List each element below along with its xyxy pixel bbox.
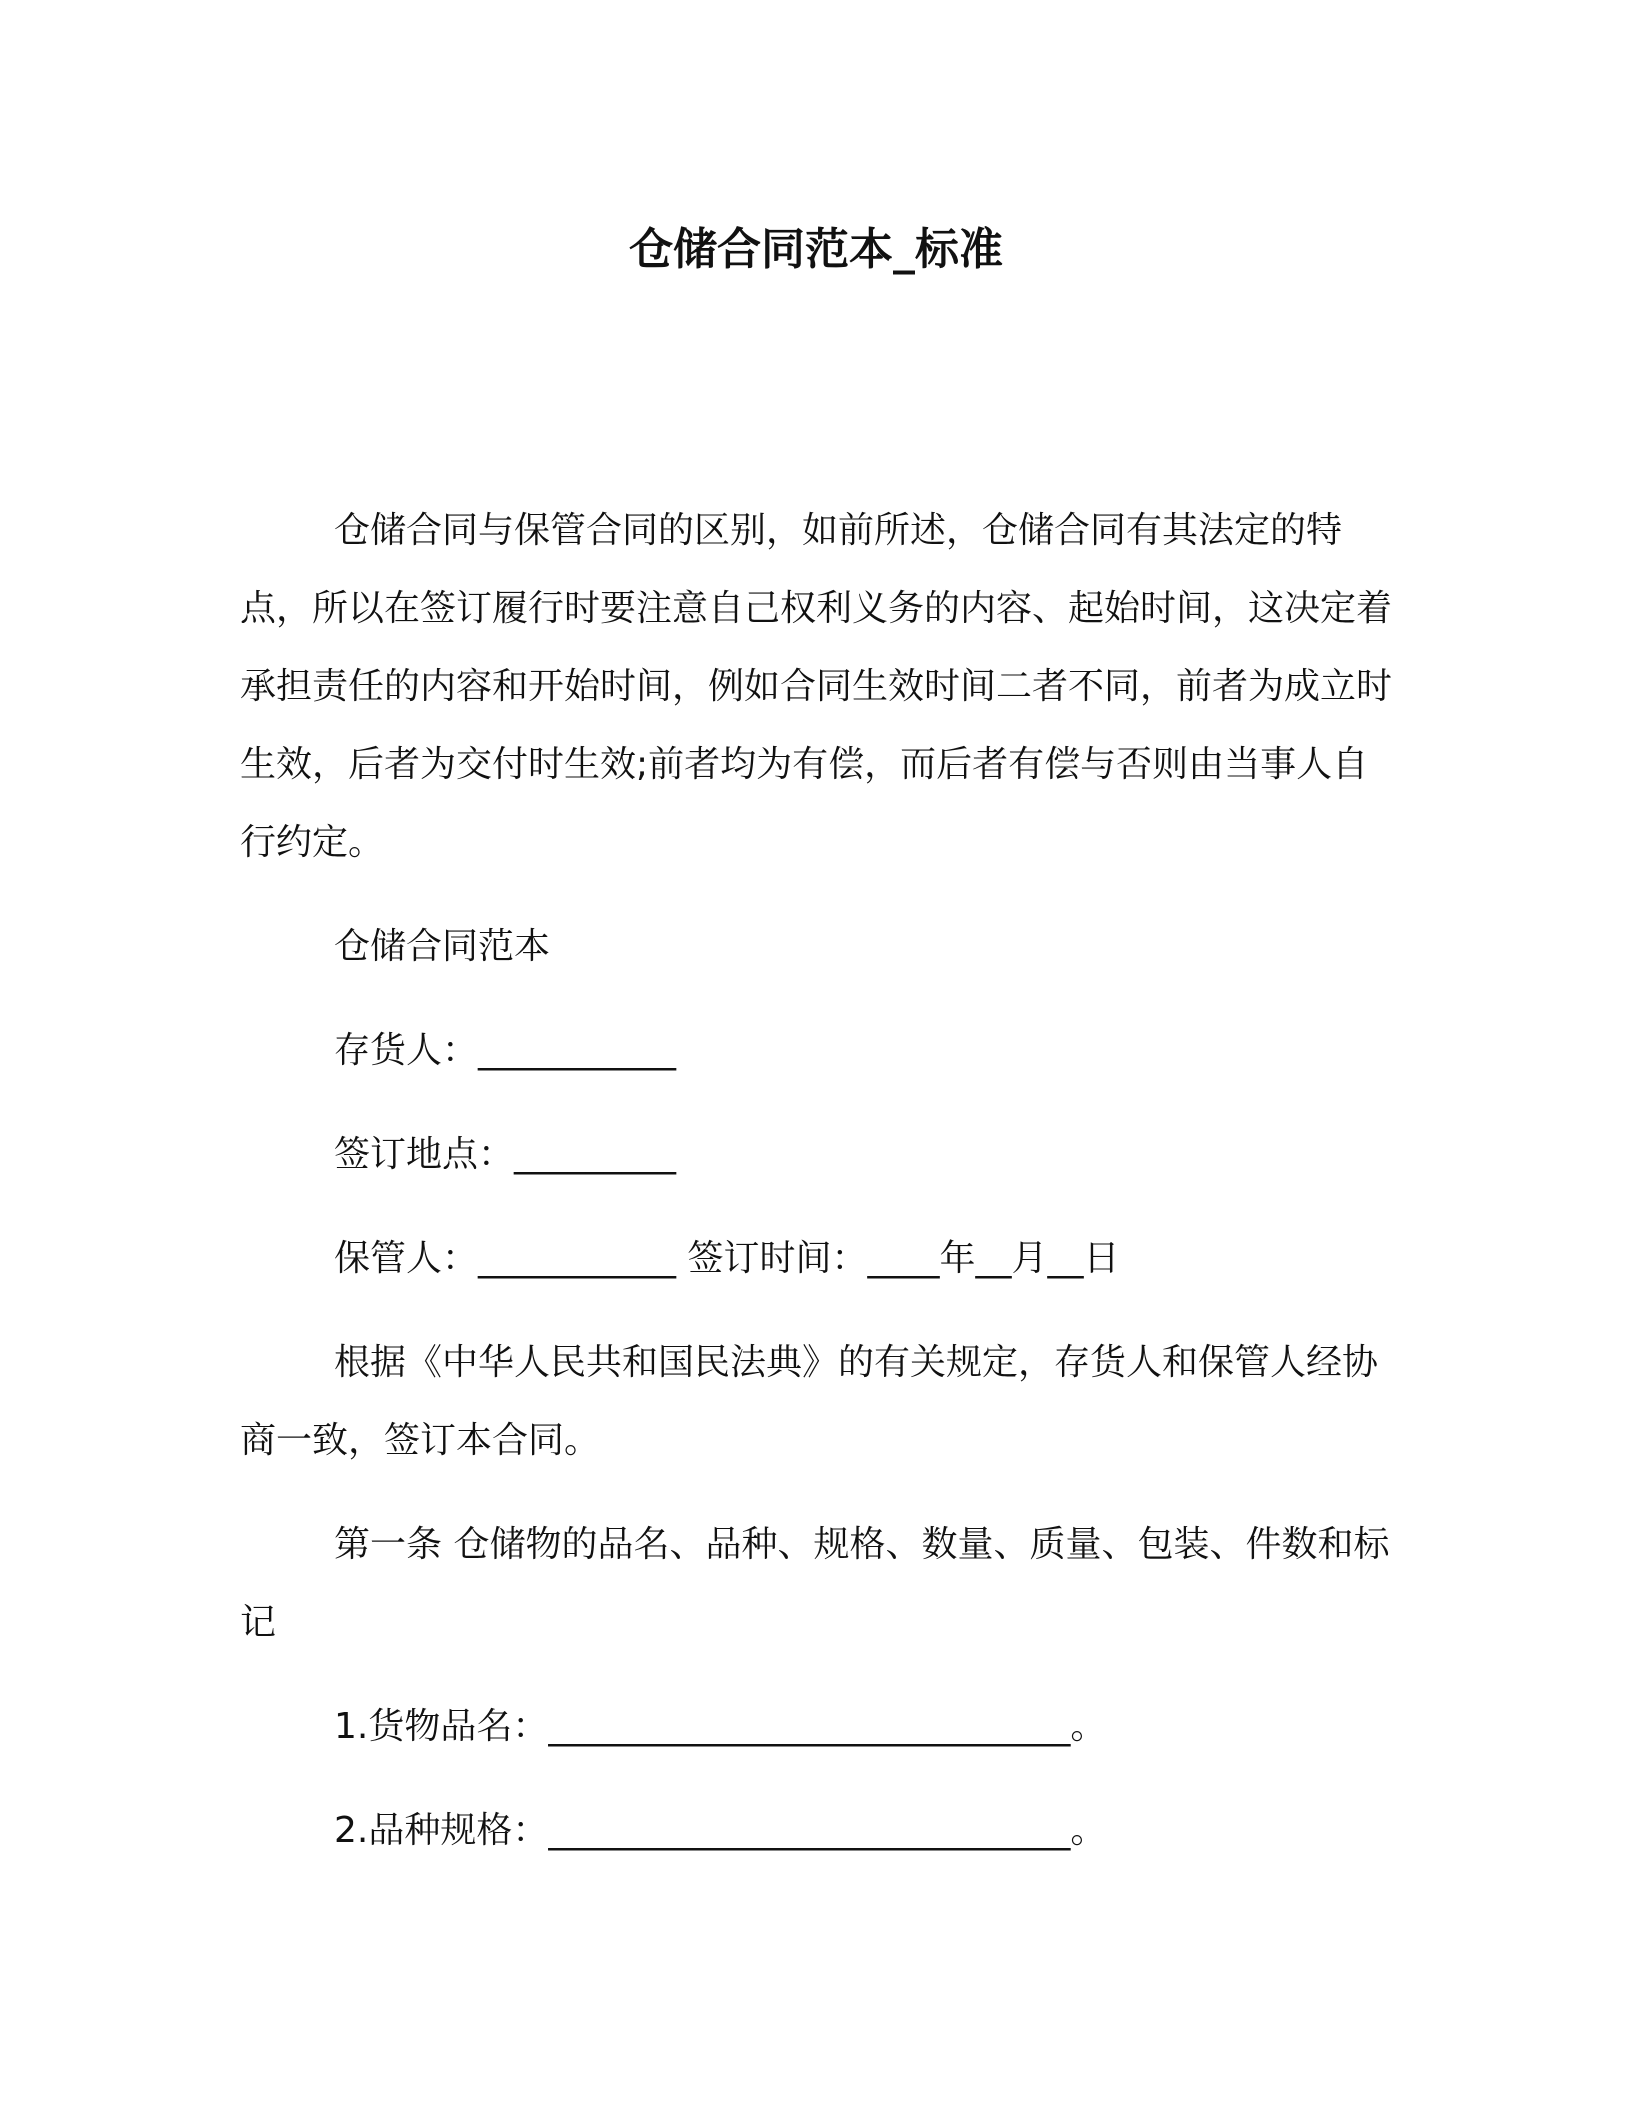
intro-paragraph: 仓储合同与保管合同的区别，如前所述，仓储合同有其法定的特点，所以在签订履行时要注意自己权利义务的内容、起始时间，这决定着承担责任的内容和开始时间，例如合同生效时间二者不同，前者为成立时生效，后者为交付时生效;前者均为有偿，而后者有偿与否则由当事人自行约定。 xyxy=(240,510,1393,863)
variety-spec-line: 2.品种规格：_____________________________。 xyxy=(334,1810,1107,1851)
depositor-line: 存货人：___________ xyxy=(334,1030,677,1071)
document-title: 仓储合同范本_标准 xyxy=(629,224,1003,275)
section-heading: 仓储合同范本 xyxy=(334,926,551,967)
article-one-heading: 第一条 仓储物的品名、品种、规格、数量、质量、包装、件数和标记 xyxy=(240,1524,1390,1643)
legal-basis-paragraph: 根据《中华人民共和国民法典》的有关规定，存货人和保管人经协商一致，签订本合同。 xyxy=(240,1342,1379,1461)
custodian-date-line: 保管人：___________ 签订时间：____年__月__日 xyxy=(334,1238,1120,1279)
goods-name-line: 1.货物品名：_____________________________。 xyxy=(334,1706,1107,1747)
document-body xyxy=(240,492,1392,1896)
signing-place-line: 签订地点：_________ xyxy=(334,1134,677,1175)
